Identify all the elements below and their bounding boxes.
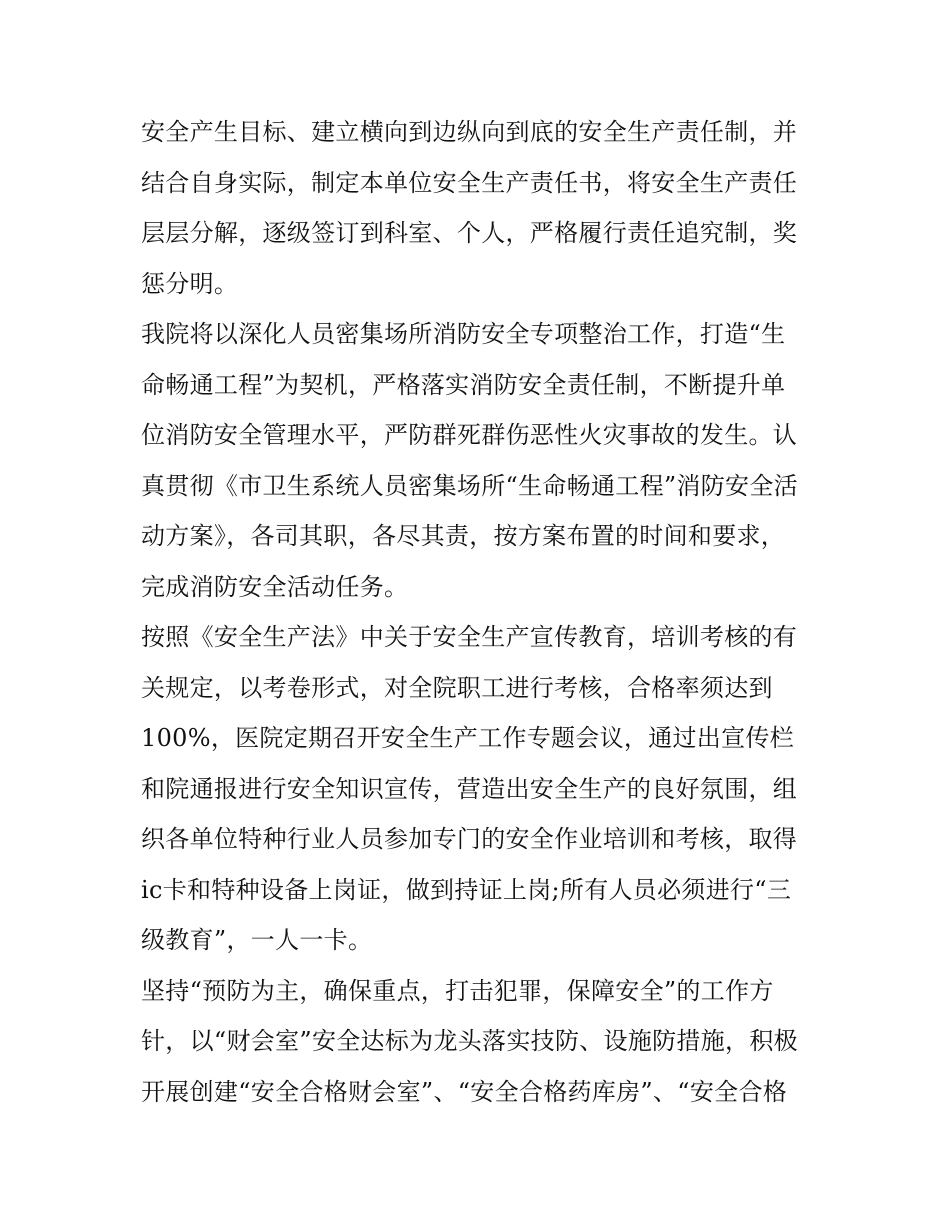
text-line: 和院通报进行安全知识宣传，营造出安全生产的良好氛围，组 [141, 774, 798, 803]
text-line: 层层分解，逐级签订到科室、个人，严格履行责任追究制，奖 [141, 219, 798, 247]
paragraph-responsibility-system [141, 107, 813, 309]
text-line: ic卡和特种设备上岗证，做到持证上岗;所有人员必须进行“三 [141, 875, 792, 904]
text-line: 惩分明。 [141, 269, 239, 298]
text-line: 针，以“财会室”安全达标为龙头落实技防、设施防措施，积极 [141, 1027, 798, 1055]
text-line: 命畅通工程”为契机，严格落实消防安全责任制，不断提升单 [141, 370, 786, 399]
paragraph-fire-safety [141, 309, 813, 612]
text-line: 织各单位特种行业人员参加专门的安全作业培训和考核，取得 [141, 825, 798, 853]
text-line: 完成消防安全活动任务。 [141, 572, 409, 601]
text-line: 级教育”，一人一卡。 [141, 926, 373, 954]
paragraph-safety-education [141, 612, 813, 966]
text-line: 动方案》，各司其职，各尽其责，按方案布置的时间和要求， [141, 522, 786, 550]
text-line: 我院将以深化人员密集场所消防安全专项整治工作，打造“生 [141, 320, 786, 348]
text-line: 100%，医院定期召开安全生产工作专题会议，通过出宣传栏 [141, 724, 795, 752]
text-line: 位消防安全管理水平，严防群死群伤恶性火灾事故的发生。认 [141, 421, 798, 449]
text-line: 坚持“预防为主，确保重点，打击犯罪，保障安全”的工作方 [141, 976, 774, 1005]
text-line: 结合自身实际，制定本单位安全生产责任书，将安全生产责任 [141, 168, 798, 197]
paragraph-prevention-policy [141, 966, 813, 1118]
text-line: 按照《安全生产法》中关于安全生产宣传教育，培训考核的有 [141, 623, 798, 651]
text-line: 真贯彻《市卫生系统人员密集场所“生命畅通工程”消防安全活 [141, 471, 798, 500]
text-line: 安全产生目标、建立横向到边纵向到底的安全生产责任制，并 [141, 118, 798, 146]
text-line: 开展创建“安全合格财会室”、“安全合格药库房”、“安全合格 [141, 1077, 788, 1106]
text-line: 关规定，以考卷形式，对全院职工进行考核，合格率须达到 [141, 673, 773, 702]
